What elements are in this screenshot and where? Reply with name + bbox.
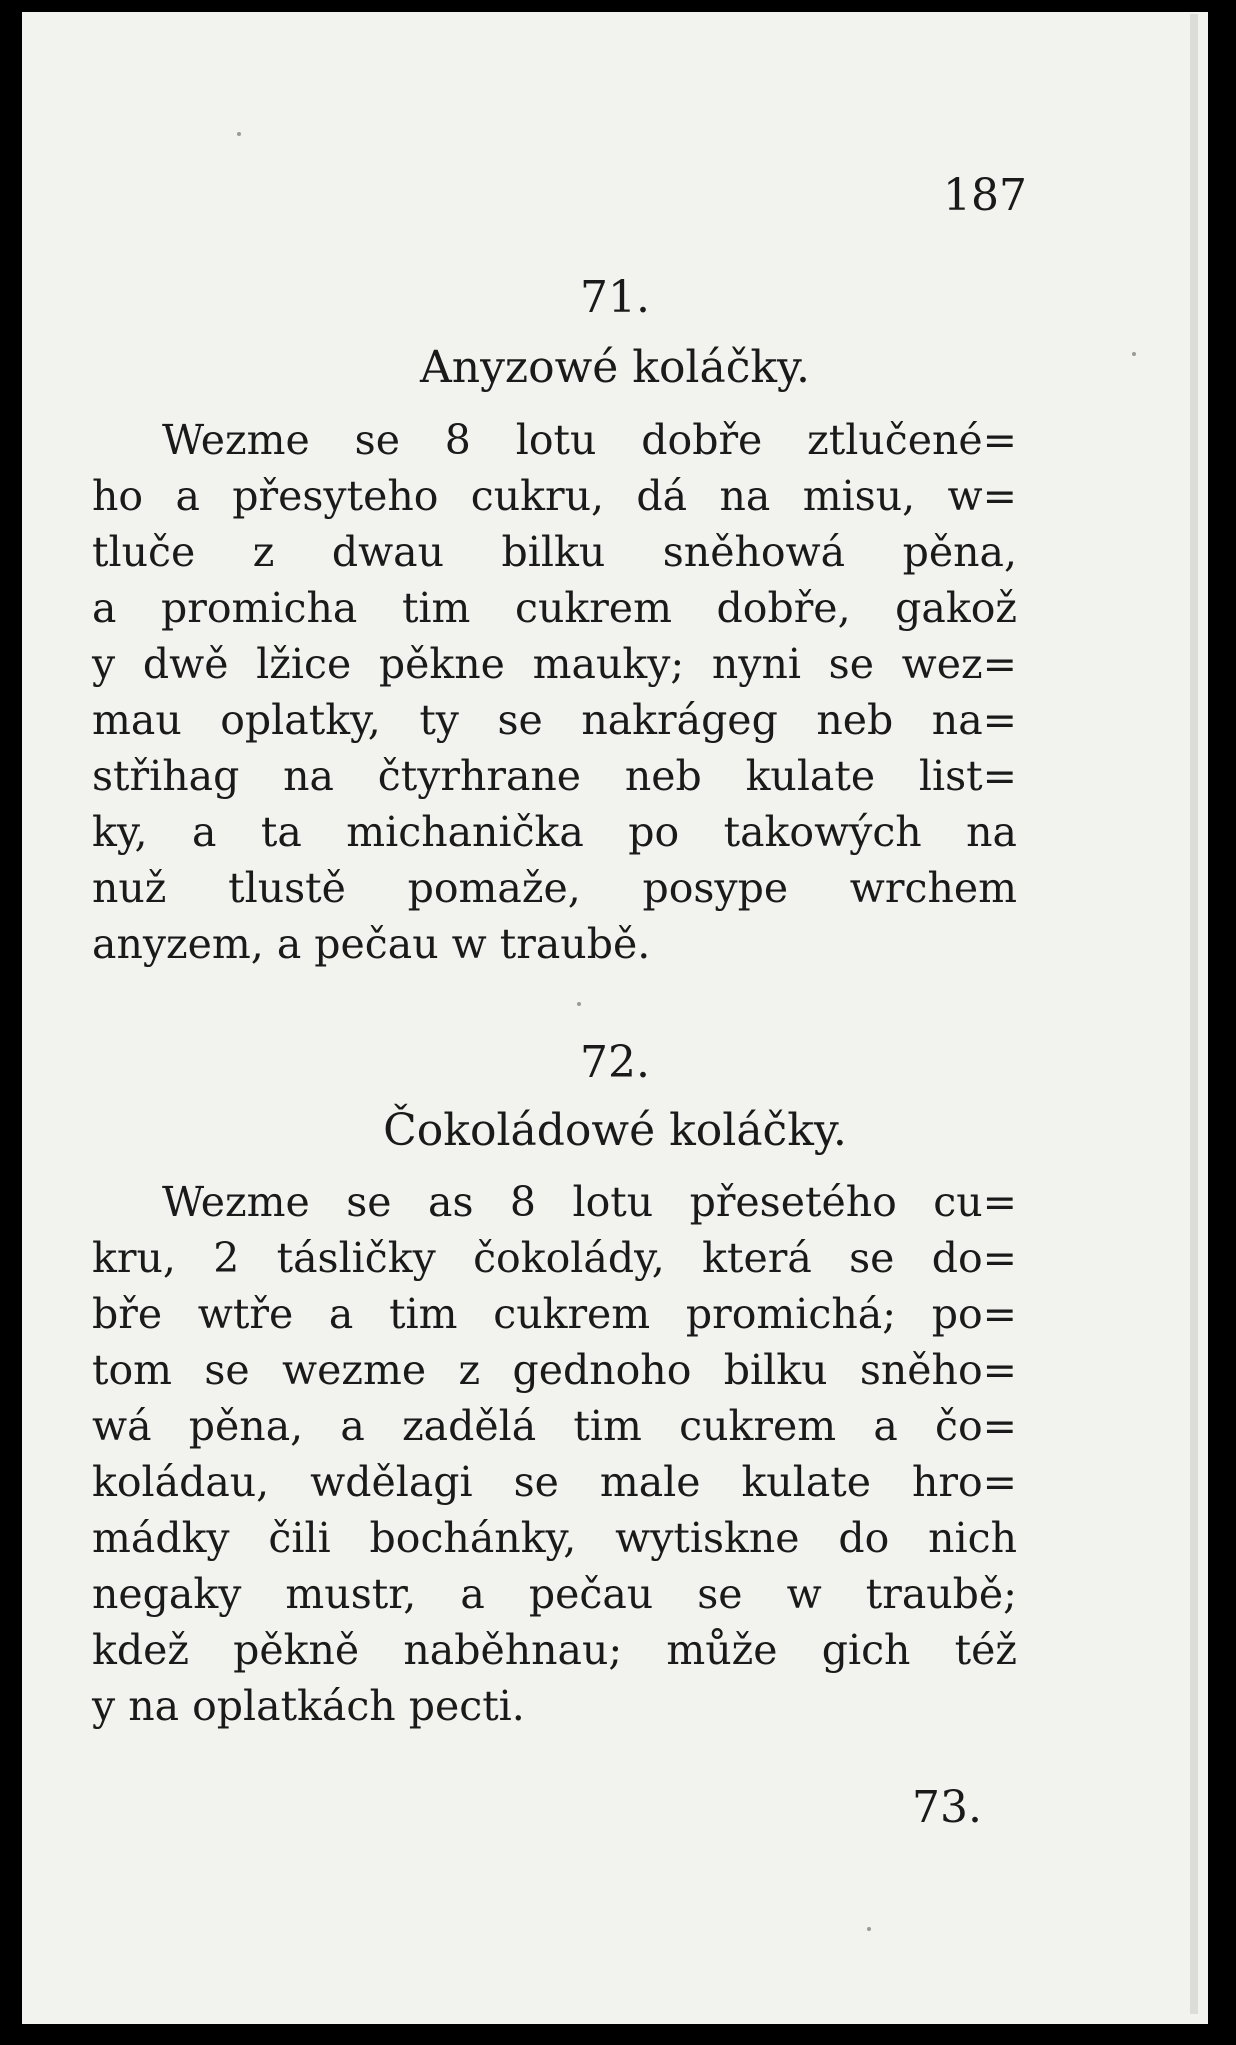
text-line: wá pěna, a zadělá tim cukrem a čo= bbox=[92, 1402, 1017, 1450]
text-line: y na oplatkách pecti. bbox=[92, 1682, 525, 1730]
text-line: anyzem, a pečau w traubě. bbox=[92, 920, 651, 968]
page-number: 187 bbox=[943, 170, 1027, 221]
text-line: mau oplatky, ty se nakrágeg neb na= bbox=[92, 696, 1017, 744]
text-line: tluče z dwau bilku sněhowá pěna, bbox=[92, 528, 1017, 576]
recipe-number: 71. bbox=[580, 272, 650, 323]
text-line: tom se wezme z gednoho bilku sněho= bbox=[92, 1346, 1017, 1394]
text-line: y dwě lžice pěkne mauky; nyni se wez= bbox=[92, 640, 1017, 688]
text-line: bře wtře a tim cukrem promichá; po= bbox=[92, 1290, 1017, 1338]
text-line: kdež pěkně naběhnau; může gich též bbox=[92, 1626, 1017, 1674]
book-page bbox=[22, 12, 1208, 2024]
text-line: nuž tlustě pomaže, posype wrchem bbox=[92, 864, 1017, 912]
recipe-number: 72. bbox=[580, 1037, 650, 1088]
text-line: negaky mustr, a pečau se w traubě; bbox=[92, 1570, 1017, 1618]
text-line: kru, 2 tásličky čokolády, která se do= bbox=[92, 1234, 1017, 1282]
text-line: střihag na čtyrhrane neb kulate list= bbox=[92, 752, 1017, 800]
text-line: mádky čili bochánky, wytisknе do nich bbox=[92, 1514, 1017, 1562]
recipe-body bbox=[92, 1174, 1017, 1734]
recipe-title: Anyzowé koláčky. bbox=[419, 342, 811, 393]
paper-speck bbox=[237, 132, 241, 136]
recipe-body bbox=[92, 412, 1017, 972]
page-edge-shadow bbox=[1190, 14, 1198, 2014]
text-line: ky, a ta michanička po takowých na bbox=[92, 808, 1017, 856]
paper-speck bbox=[1132, 352, 1136, 356]
recipe-title: Čokoládowé koláčky. bbox=[383, 1105, 847, 1156]
text-line: Wezme se 8 lotu dobře ztlučené= bbox=[162, 416, 1017, 464]
text-line: koládau, wdělagi se male kulate hro= bbox=[92, 1458, 1017, 1506]
text-line: ho a přesyteho cukru, dá na misu, w= bbox=[92, 472, 1017, 520]
catchword: 73. bbox=[912, 1782, 982, 1833]
paper-speck bbox=[577, 1002, 581, 1006]
paper-speck bbox=[867, 1927, 871, 1931]
text-line: a promicha tim cukrem dobře, gakož bbox=[92, 584, 1017, 632]
text-line: Wezme se as 8 lotu přesetého cu= bbox=[162, 1178, 1017, 1226]
